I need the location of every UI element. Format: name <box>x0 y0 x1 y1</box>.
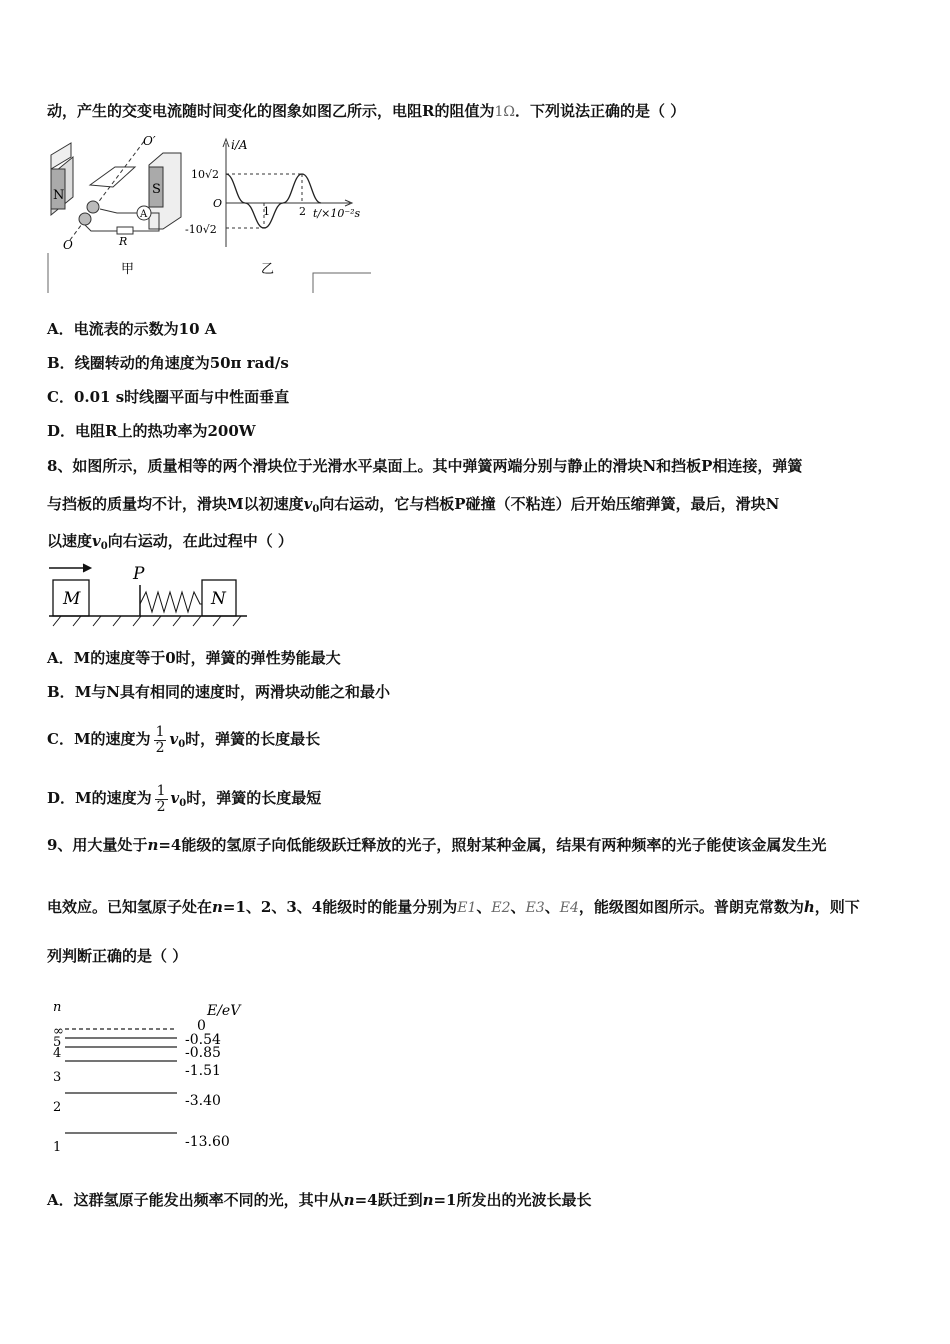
q8-option-b-letter: B． <box>47 683 75 701</box>
q8-stem-3b: 向右运动，在此过程中（ ） <box>107 532 293 550</box>
q9-stem-2d: ，则下 <box>814 898 860 916</box>
q9-e1: E1 <box>457 900 477 916</box>
q8-option-d-fraction <box>155 784 168 815</box>
energy-levels <box>53 1018 230 1155</box>
q8-option-d-v: v <box>170 789 180 807</box>
q9-stem-3: 列判断正确的是（ ） <box>47 947 188 965</box>
q8-option-c-v: v <box>169 730 179 748</box>
energy-level-value: 0 <box>197 1018 206 1034</box>
magnet-s-label: S <box>152 182 161 197</box>
fig-border-right <box>313 273 371 293</box>
energy-level-value: -0.54 <box>185 1032 221 1048</box>
energy-level-value: -0.85 <box>185 1045 221 1061</box>
q7-figure <box>45 135 375 295</box>
q7-option-c-letter: C． <box>47 388 74 406</box>
q9-option-a-text-a: 这群氢原子能发出频率不同的光，其中从 <box>73 1191 344 1209</box>
q7-stem-text-2: 的阻值为 <box>434 102 495 120</box>
q9-option-a-letter: A． <box>47 1191 74 1209</box>
q8-option-a-letter: A． <box>47 649 74 667</box>
q7-stem-text: 动，产生的交变电流随时间变化的图象如图乙所示，电阻 <box>47 102 423 120</box>
ammeter-label: A <box>140 209 148 220</box>
q8-option-c-fraction <box>154 725 167 756</box>
q8-stem-2b: 向右运动，它与档板P碰撞（不粘连）后开始压缩弹簧，最后，滑块N <box>319 495 780 513</box>
q9-n: n <box>147 836 159 854</box>
q9-e3: E3 <box>525 900 545 916</box>
q9-option-a-text-c: =1所发出的光波长最长 <box>433 1191 592 1209</box>
levels-n-label: n <box>53 1000 62 1015</box>
q8-v: v <box>303 495 313 513</box>
q8-option-c-text-b: 时，弹簧的长度最长 <box>185 730 321 748</box>
q9-option-a-n-2: n <box>422 1191 434 1209</box>
q9-stem-1a: 9、用大量处于 <box>47 836 148 854</box>
q9-sep: 、 <box>544 898 560 916</box>
axis-line <box>70 140 145 240</box>
q7-option-a <box>47 319 216 339</box>
graph-y-top: 10√2 <box>191 168 220 181</box>
energy-level-n: 5 <box>53 1035 62 1050</box>
q7-option-d-letter: D． <box>47 422 76 440</box>
q7-option-b-text: 线圈转动的角速度为50π rad/s <box>74 354 289 372</box>
energy-level-n: ∞ <box>53 1024 64 1039</box>
graph-x-tick-2: 2 <box>299 205 306 218</box>
q9-stem-2 <box>47 897 860 918</box>
magnet-n-label: N <box>53 188 65 203</box>
frac-den: 2 <box>156 798 166 815</box>
magnet-n <box>51 143 73 215</box>
q9-sep: 、 <box>476 898 492 916</box>
q7-stem-ohm: 1Ω <box>494 104 516 120</box>
q8-option-a-text: M的速度等于0时，弹簧的弹性势能最大 <box>73 649 341 667</box>
block-m-label: M <box>63 589 81 609</box>
q8-option-d-text-a: M的速度为 <box>75 789 152 807</box>
q8-option-c <box>47 721 320 763</box>
magnet-s <box>149 153 181 229</box>
energy-level-n: 3 <box>53 1070 62 1085</box>
energy-level-value: -1.51 <box>185 1063 221 1079</box>
energy-level-value: -13.60 <box>185 1134 230 1150</box>
plate-p-label: P <box>133 564 145 584</box>
q9-stem-2c: ，能级图如图所示。普朗克常数为 <box>578 898 804 916</box>
label-o: O <box>63 238 73 252</box>
q9-option-a <box>47 1190 592 1210</box>
q7-option-d-text: 电阻R上的热功率为200W <box>75 422 256 440</box>
q9-stem-1b: =4能级的氢原子向低能级跃迁释放的光子，照射某种金属，结果有两种频率的光子能使该金属发生光 <box>158 836 827 854</box>
q8-v-2: v <box>92 532 101 550</box>
q9-stem-1 <box>47 835 826 855</box>
q8-stem-2 <box>47 494 779 520</box>
q9-n-2: n <box>212 898 223 916</box>
q7-stem-r: R <box>422 102 435 120</box>
graph-x-tick-1: 1 <box>263 205 270 218</box>
q9-energy-diagram <box>45 995 265 1160</box>
wire-top <box>100 209 137 213</box>
q7-option-b-letter: B． <box>47 354 75 372</box>
q7-option-c-text: 0.01 s时线圈平面与中性面垂直 <box>73 388 290 406</box>
q9-h: h <box>803 898 815 916</box>
label-yi: 乙 <box>261 262 275 277</box>
levels-e-label: E/eV <box>207 1003 241 1019</box>
label-o-prime: O′ <box>143 135 156 148</box>
q8-option-d-v-sub: 0 <box>179 798 187 809</box>
frac-num: 1 <box>155 723 165 740</box>
q8-stem-1: 8、如图所示，质量相等的两个滑块位于光滑水平桌面上。其中弹簧两端分别与静止的滑块N和挡板P相连接，弹簧 <box>47 457 803 475</box>
q9-sep: 、 <box>510 898 526 916</box>
q8-option-c-text-a: M的速度为 <box>73 730 151 748</box>
q9-stem-2a: 电效应。已知氢原子处在 <box>47 898 213 916</box>
current-graph <box>185 138 361 277</box>
q9-option-a-text-b: =4跃迁到 <box>354 1191 423 1209</box>
q8-option-d-text-b: 时，弹簧的长度最短 <box>186 789 322 807</box>
q8-option-a <box>47 648 341 668</box>
velocity-arrow-head <box>83 564 91 572</box>
energy-level-n: 1 <box>53 1140 62 1155</box>
q8-option-d <box>47 780 321 822</box>
q7-stem <box>47 101 685 122</box>
graph-y-label: i/A <box>231 138 248 152</box>
energy-level-n: 4 <box>53 1046 62 1061</box>
energy-level-n: 2 <box>53 1100 62 1115</box>
wire-left <box>85 225 117 231</box>
block-n-label: N <box>211 589 226 609</box>
label-jia: 甲 <box>121 262 135 277</box>
table-hatching <box>53 616 241 626</box>
q8-stem-3 <box>47 531 293 557</box>
graph-origin: O <box>213 197 223 210</box>
graph-x-label: t/×10⁻²s <box>313 207 361 220</box>
q8-option-c-letter: C． <box>47 730 74 748</box>
q8-option-b-text: M与N具有相同的速度时，两滑块动能之和最小 <box>74 683 391 701</box>
frac-num: 1 <box>156 782 166 799</box>
energy-level-value: -3.40 <box>185 1093 221 1109</box>
q8-stem-3a: 以速度 <box>47 532 93 550</box>
resistor <box>117 227 133 234</box>
q7-stem-text-3: ．下列说法正确的是（ ） <box>515 102 686 120</box>
q9-e4: E4 <box>559 900 579 916</box>
q8-v-sub: 0 <box>312 504 320 515</box>
q8-option-b <box>47 682 390 702</box>
graph-y-bottom: -10√2 <box>185 223 217 236</box>
slip-ring-2 <box>79 213 91 225</box>
q8-option-d-letter: D． <box>47 789 76 807</box>
q9-option-a-n: n <box>343 1191 355 1209</box>
resistor-label: R <box>119 235 128 248</box>
graph-curve <box>226 174 321 228</box>
q7-option-a-letter: A． <box>47 320 74 338</box>
q7-option-c <box>47 387 289 407</box>
q9-stem-2b: =1、2、3、4能级时的能量分别为 <box>222 898 458 916</box>
frac-den: 2 <box>155 739 165 756</box>
q8-v-sub-2: 0 <box>100 541 108 552</box>
q9-e2: E2 <box>491 900 511 916</box>
q7-option-d <box>47 421 256 441</box>
q8-stem-2a: 与挡板的质量均不计，滑块M以初速度 <box>47 495 304 513</box>
spring <box>140 592 202 612</box>
q8-option-c-v-sub: 0 <box>178 739 186 750</box>
slip-ring-1 <box>87 201 99 213</box>
q8-figure <box>45 560 255 635</box>
q7-option-b <box>47 353 289 373</box>
q7-option-a-text: 电流表的示数为10 A <box>73 320 217 338</box>
